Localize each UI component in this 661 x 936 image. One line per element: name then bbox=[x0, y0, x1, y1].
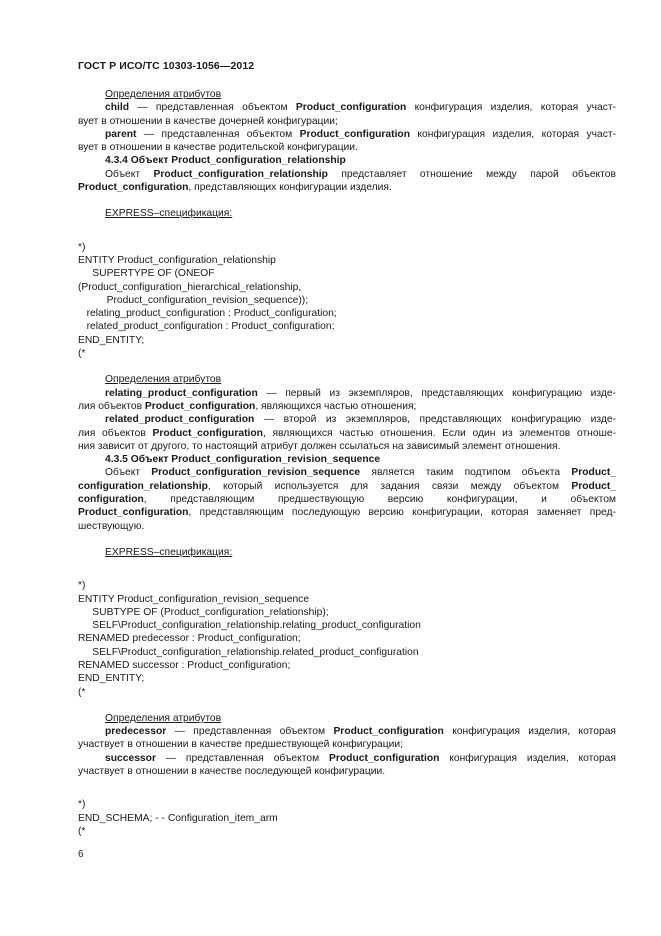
section-4-3-5-line1: Объект Product_configuration_revision_sequence является таким подтипом объекта Product_ bbox=[105, 467, 616, 479]
code-line: SELF\Product_configuration_relationship.related_product_configuration bbox=[78, 646, 419, 658]
attr-child-line1: child — представленная объектом Product_configuration конфигурация изделия, которая участ- bbox=[105, 102, 616, 114]
express-label-1: EXPRESS–спецификация: bbox=[105, 208, 233, 220]
attr-predecessor-line2: участвует в отношении в качестве предшествующей конфигурации; bbox=[78, 739, 404, 751]
document-header: ГОСТ Р ИСО/ТС 10303-1056—2012 bbox=[78, 60, 255, 72]
attr-defs-label: Определения атрибутов bbox=[105, 89, 222, 100]
section-4-3-4 bbox=[78, 154, 616, 194]
code-line: (Product_configuration_hierarchical_relationship, bbox=[78, 281, 302, 293]
code-line: (* bbox=[78, 825, 86, 837]
attr-child-line2: вует в отношении в качестве дочерней конфигурации; bbox=[78, 115, 338, 127]
code-line: Product_configuration_revision_sequence)); bbox=[78, 294, 309, 306]
section-4-3-5-line2: configuration_relationship, который используется для задания связи между объектом Product_ bbox=[78, 480, 616, 492]
page-number: 6 bbox=[78, 849, 84, 860]
code-line: SUPERTYPE OF (ONEOF bbox=[78, 268, 215, 280]
attr-defs-3 bbox=[78, 712, 616, 778]
attr-parent-line1: parent — представленная объектом Product_configuration конфигурация изделия, которая участ- bbox=[105, 128, 616, 140]
section-4-3-5-line4: Product_configuration, представляющим последующую версию конфигурации, которая заменяет пред- bbox=[78, 507, 616, 519]
code-line: END_SCHEMA; - - Configuration_item_arm bbox=[78, 812, 278, 824]
attr-relating-line1: relating_product_configuration — первый из экземпляров, представляющих конфигурацию изде- bbox=[105, 387, 616, 399]
code-line: SUBTYPE OF (Product_configuration_relationship); bbox=[78, 606, 329, 618]
express-code-1 bbox=[78, 241, 616, 361]
section-heading-4-3-5: 4.3.5 Объект Product_configuration_revision_sequence bbox=[105, 454, 381, 466]
attr-predecessor-line1: predecessor — представленная объектом Product_configuration конфигурация изделия, которая bbox=[105, 726, 616, 738]
attr-related-line3: ния зависит от другого, то настоящий атрибут должен ссылаться на зависимый элемент отношения. bbox=[78, 440, 561, 452]
code-line: ENTITY Product_configuration_relationship bbox=[78, 254, 276, 266]
attr-related-line1: related_product_configuration — второй из экземпляров, представляющих конфигурацию изде- bbox=[105, 414, 616, 426]
attr-defs-2 bbox=[78, 373, 616, 453]
section-4-3-5-line3: configuration, представляющим предшествующую версию конфигурации, и объектом bbox=[78, 494, 616, 506]
document-page bbox=[78, 60, 616, 838]
code-line: *) bbox=[78, 799, 86, 811]
attr-parent-line2: вует в отношении в качестве родительской конфигурации. bbox=[78, 142, 358, 154]
code-line: (* bbox=[78, 348, 86, 360]
code-line: END_ENTITY; bbox=[78, 334, 145, 346]
code-line: *) bbox=[78, 241, 86, 253]
attr-defs-label-2: Определения атрибутов bbox=[105, 374, 222, 386]
code-line: *) bbox=[78, 580, 86, 592]
express-label-2: EXPRESS–спецификация: bbox=[105, 546, 233, 558]
attr-defs-label-3: Определения атрибутов bbox=[105, 712, 222, 724]
attr-related-line2: лия объектов Product_configuration, являющихся частью отношения. Если один из элементов отноше- bbox=[78, 427, 616, 439]
attr-defs-1 bbox=[78, 88, 616, 154]
code-line: END_ENTITY; bbox=[78, 673, 145, 685]
code-line: ENTITY Product_configuration_revision_sequence bbox=[78, 593, 310, 605]
section-4-3-4-line1: Объект Product_configuration_relationship представляет отношение между парой объектов bbox=[105, 168, 616, 180]
code-line: (* bbox=[78, 686, 86, 698]
code-line: SELF\Product_configuration_relationship.relating_product_configuration bbox=[78, 620, 421, 632]
code-line: RENAMED predecessor : Product_configuration; bbox=[78, 633, 301, 645]
code-line: RENAMED successor : Product_configuration; bbox=[78, 659, 291, 671]
section-4-3-5-line5: шествующую. bbox=[78, 520, 145, 532]
attr-relating-line2: лия объектов Product_configuration, являющихся частью отношения; bbox=[78, 400, 417, 412]
express-code-3 bbox=[78, 798, 616, 838]
section-4-3-5 bbox=[78, 453, 616, 533]
express-code-2 bbox=[78, 579, 616, 699]
code-line: related_product_configuration : Product_configuration; bbox=[78, 321, 335, 333]
section-4-3-4-line2: Product_configuration, представляющих конфигурации изделия. bbox=[78, 182, 392, 194]
section-heading-4-3-4: 4.3.4 Объект Product_configuration_relationship bbox=[105, 155, 346, 167]
code-line: relating_product_configuration : Product_configuration; bbox=[78, 308, 337, 320]
attr-successor-line2: участвует в отношении в качестве последующей конфигурации. bbox=[78, 766, 386, 778]
attr-successor-line1: successor — представленная объектом Product_configuration конфигурация изделия, которая bbox=[105, 752, 616, 764]
